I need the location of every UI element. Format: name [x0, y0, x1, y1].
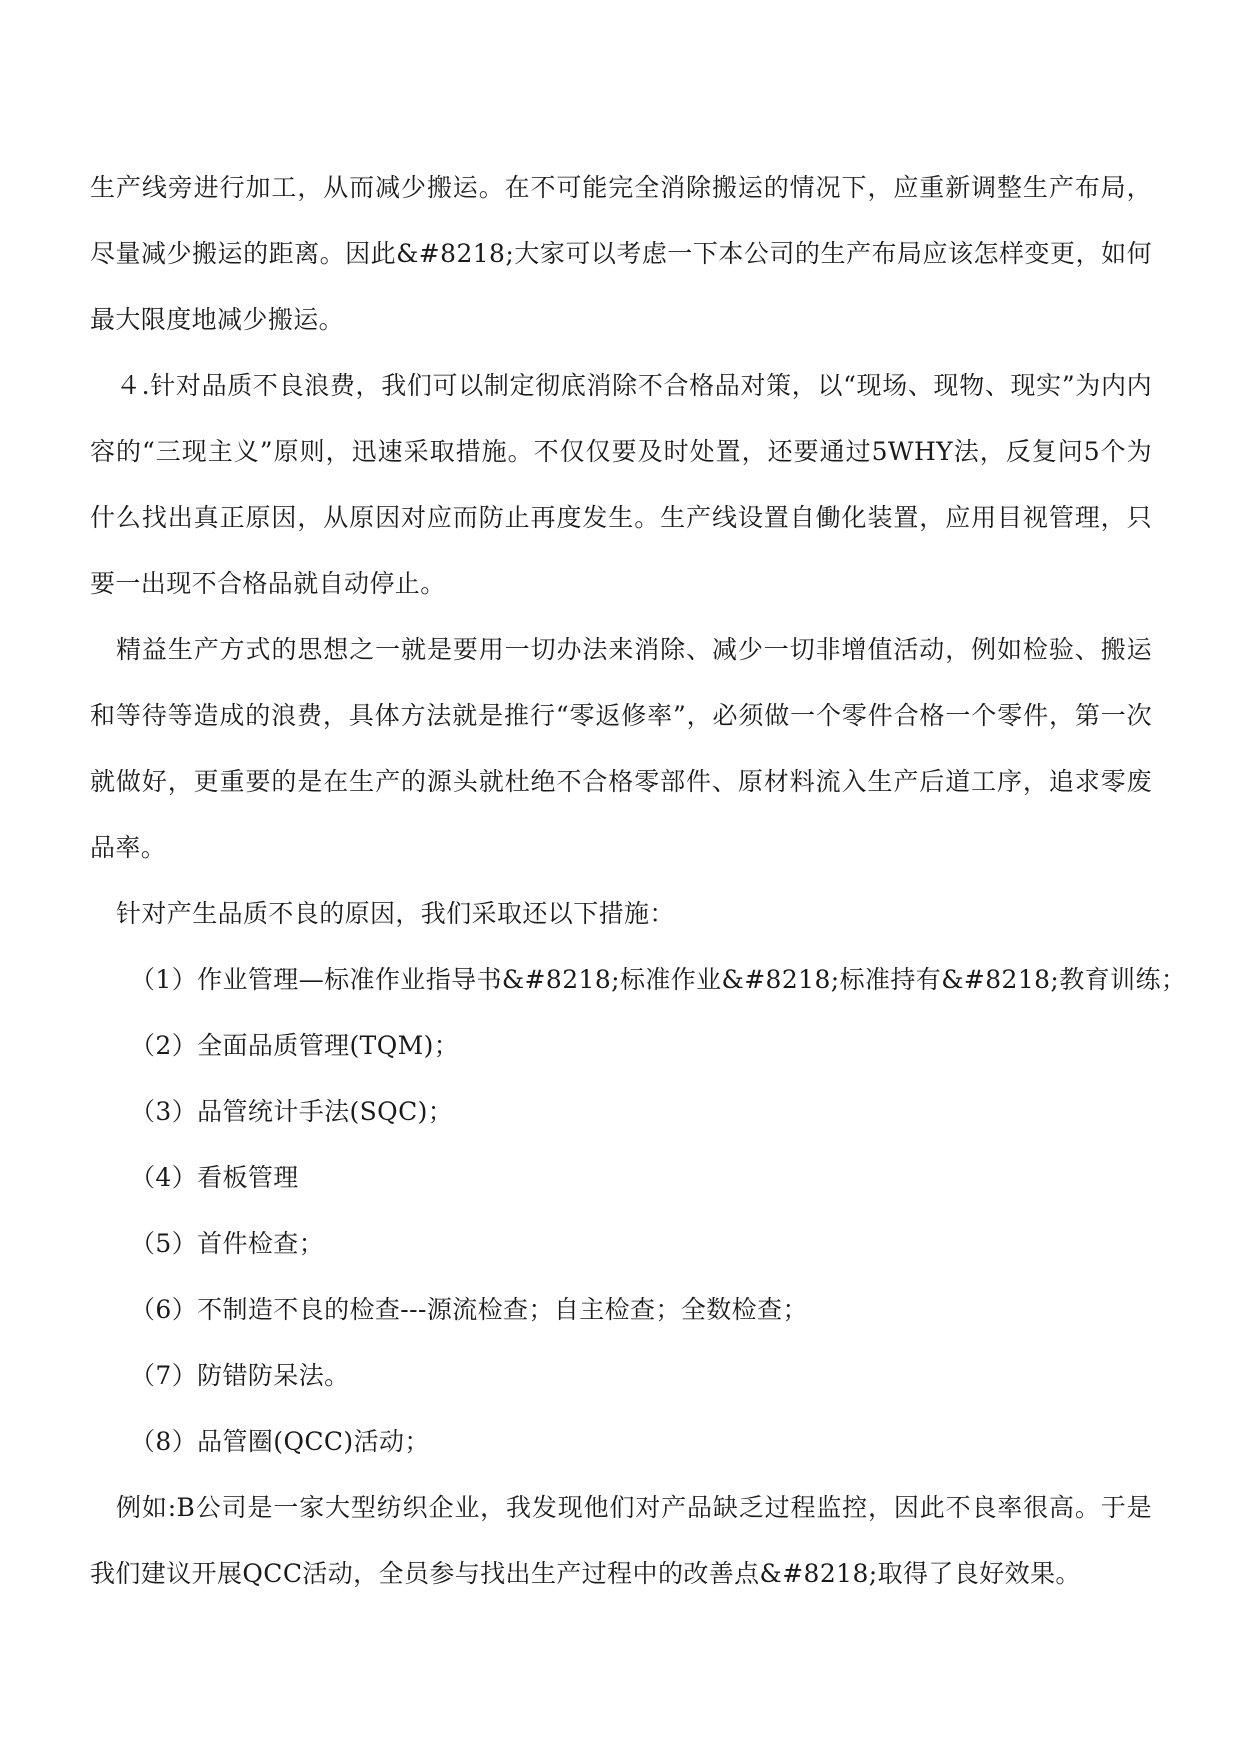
list-item: （2）全面品质管理(TQM)； — [130, 1031, 460, 1060]
document-page — [90, 155, 1187, 1607]
list-item: （1）作业管理—标准作业指导书&#8218;标准作业&#8218;标准持有&#8218;教育训练； — [130, 965, 1187, 994]
list-item: （8）品管圈(QCC)活动； — [130, 1427, 430, 1456]
list-item: （3）品管统计手法(SQC)； — [130, 1097, 454, 1126]
list-item: （6）不制造不良的检查---源流检查；自主检查；全数检查； — [130, 1295, 808, 1324]
list-item: （7）防错防呆法。 — [130, 1361, 350, 1390]
paragraph-transport: 生产线旁进行加工，从而减少搬运。在不可能完全消除搬运的情况下，应重新调整生产布局，尽量减少搬运的距离。因此&#8218;大家可以考虑一下本公司的生产布局应该怎样变更，如何最大限度地减少搬运。 — [90, 173, 1152, 334]
list-item: （5）首件检查； — [130, 1229, 325, 1258]
paragraph-lean-production: 精益生产方式的思想之一就是要用一切办法来消除、减少一切非增值活动，例如检验、搬运和等待等造成的浪费，具体方法就是推行“零返修率”，必须做一个零件合格一个零件，第一次就做好，更重要的是在生产的源头就杜绝不合格零部件、原材料流入生产后道工序，追求零废品率。 — [90, 635, 1152, 862]
measures-list — [90, 947, 1187, 1475]
paragraph-measures-intro: 针对产生品质不良的原因，我们采取还以下措施： — [116, 899, 675, 928]
paragraph-quality-waste: ４.针对品质不良浪费，我们可以制定彻底消除不合格品对策，以“现场、现物、现实”为内内容的“三现主义”原则，迅速采取措施。不仅仅要及时处置，还要通过5WHY法，反复问5个为什么找出真正原因，从原因对应而防止再度发生。生产线设置自働化装置，应用目视管理，只要一出现不合格品就自动停止。 — [90, 371, 1152, 598]
list-item: （4）看板管理 — [130, 1163, 299, 1192]
paragraph-example: 例如:B公司是一家大型纺织企业，我发现他们对产品缺乏过程监控，因此不良率很高。于是我们建议开展QCC活动，全员参与找出生产过程中的改善点&#8218;取得了良好效果。 — [90, 1493, 1152, 1588]
